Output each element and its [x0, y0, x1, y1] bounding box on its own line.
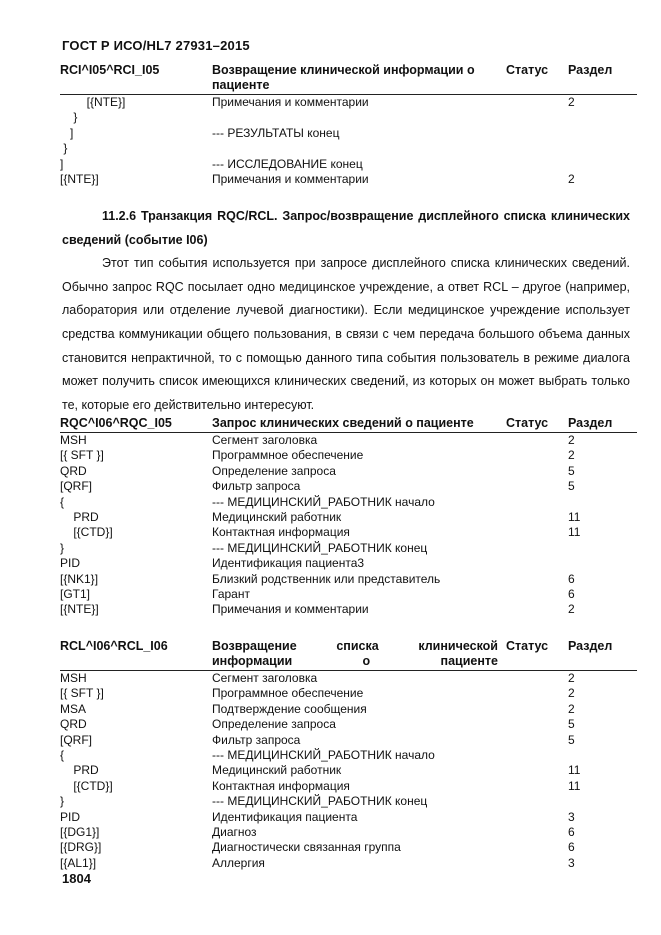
message-cell: PID [60, 809, 81, 824]
description-cell [212, 110, 506, 125]
message-cell: PID [60, 556, 81, 571]
table-row [60, 157, 637, 172]
status-cell [506, 495, 568, 510]
table-row [60, 602, 637, 617]
description-cell: --- РЕЗУЛЬТАТЫ конец [212, 125, 340, 140]
message-cell: } [60, 110, 78, 125]
message-cell: [QRF] [60, 732, 92, 747]
section-cell: 3 [568, 809, 575, 824]
description-cell: --- МЕДИЦИНСКИЙ_РАБОТНИК начало [212, 748, 435, 763]
section-cell: 3 [568, 855, 575, 870]
description-cell: Сегмент заголовка [212, 433, 318, 447]
status-cell [506, 525, 568, 540]
table-row [60, 172, 637, 187]
description-cell [212, 141, 506, 156]
status-cell [506, 825, 568, 840]
section-cell: 6 [568, 571, 575, 586]
section-cell: 11 [568, 778, 581, 793]
section-cell: 6 [568, 587, 575, 602]
table-row [60, 856, 637, 871]
message-cell: QRD [60, 717, 87, 732]
description-cell: Примечания и комментарии [212, 95, 369, 109]
description-cell: Идентификация пациента [212, 809, 358, 824]
description-cell: Сегмент заголовка [212, 671, 318, 685]
message-cell: [{NTE}] [60, 95, 126, 109]
status-cell [506, 541, 568, 556]
section-cell: 2 [568, 701, 575, 716]
message-cell: [{NTE}] [60, 172, 99, 187]
column-header-status: Статус [506, 63, 568, 95]
table-header-row [60, 63, 637, 95]
message-cell: } [60, 540, 65, 555]
table-row [60, 794, 637, 809]
table-row [60, 525, 637, 540]
section-cell: 6 [568, 840, 575, 855]
column-header-section: Раздел [568, 63, 637, 95]
table-row [60, 510, 637, 525]
description-cell: Аллергия [212, 855, 265, 870]
section-cell: 2 [568, 172, 575, 187]
status-cell [506, 810, 568, 825]
message-cell: MSH [60, 671, 87, 685]
status-cell [506, 556, 568, 571]
table-row [60, 810, 637, 825]
table-row [60, 141, 637, 156]
status-cell [506, 433, 568, 449]
table-row [60, 556, 637, 571]
table-row [60, 733, 637, 748]
table-row [60, 686, 637, 701]
section-cell [568, 495, 637, 510]
column-header-section: Раздел [568, 416, 637, 433]
status-cell [506, 141, 568, 156]
message-cell: { [60, 748, 65, 763]
section-cell: 2 [568, 448, 575, 463]
section-cell: 5 [568, 479, 575, 494]
message-cell: [{CTD}] [60, 778, 113, 793]
section-cell [568, 556, 637, 571]
section-cell: 11 [568, 763, 581, 778]
status-cell [506, 840, 568, 855]
status-cell [506, 702, 568, 717]
status-cell [506, 717, 568, 732]
table-row [60, 110, 637, 125]
message-cell: [{CTD}] [60, 525, 113, 540]
table-row [60, 448, 637, 463]
section-cell: 5 [568, 463, 575, 478]
description-cell: Медицинский работник [212, 510, 342, 525]
status-cell [506, 510, 568, 525]
message-cell: [{AL1}] [60, 855, 97, 870]
status-cell [506, 733, 568, 748]
status-cell [506, 748, 568, 763]
column-header-description: Запрос клинических сведений о пациенте [212, 416, 506, 433]
section-cell [568, 748, 637, 763]
description-cell: Определение запроса [212, 463, 336, 478]
section-cell [568, 157, 637, 172]
section-cell [568, 126, 637, 141]
description-cell: Программное обеспечение [212, 448, 364, 463]
section-cell [568, 110, 637, 125]
status-cell [506, 572, 568, 587]
table-row [60, 95, 637, 111]
description-cell: --- МЕДИЦИНСКИЙ_РАБОТНИК конец [212, 540, 428, 555]
status-cell [506, 587, 568, 602]
message-cell: MSA [60, 701, 87, 716]
table-row [60, 748, 637, 763]
message-cell: [{DRG}] [60, 840, 102, 855]
status-cell [506, 686, 568, 701]
column-header-status: Статус [506, 416, 568, 433]
message-cell: ] [60, 156, 64, 171]
section-cell: 2 [568, 671, 575, 685]
status-cell [506, 448, 568, 463]
section-cell: 11 [568, 510, 581, 525]
description-cell: Близкий родственник или представитель [212, 571, 441, 586]
description-cell: Идентификация пациента3 [212, 556, 365, 571]
table-row [60, 572, 637, 587]
column-header-section: Раздел [568, 639, 637, 671]
description-cell: Определение запроса [212, 717, 336, 732]
description-cell: Примечания и комментарии [212, 172, 369, 187]
status-cell [506, 856, 568, 871]
section-cell: 2 [568, 433, 575, 447]
table-row [60, 825, 637, 840]
section-cell [568, 141, 637, 156]
table-row [60, 495, 637, 510]
table-row [60, 717, 637, 732]
description-cell: Фильтр запроса [212, 479, 301, 494]
message-cell: { [60, 494, 65, 509]
message-cell: } [60, 794, 65, 809]
column-header-description: Возвращение списка клинической информации о пациенте [212, 639, 506, 671]
table-row [60, 433, 637, 449]
segment-table-rcl-i06 [60, 639, 637, 871]
description-cell: Подтверждение сообщения [212, 701, 367, 716]
status-cell [506, 464, 568, 479]
section-cell: 2 [568, 602, 575, 617]
description-cell: Диагноз [212, 825, 257, 840]
message-cell: PRD [60, 763, 99, 778]
table-header-row [60, 416, 637, 433]
description-cell: Контактная информация [212, 778, 350, 793]
status-cell [506, 602, 568, 617]
section-11-2-6 [62, 205, 630, 417]
description-cell: Контактная информация [212, 525, 350, 540]
table-row [60, 763, 637, 778]
description-cell: Фильтр запроса [212, 732, 301, 747]
status-cell [506, 479, 568, 494]
message-cell: [QRF] [60, 479, 92, 494]
section-cell [568, 541, 637, 556]
table-row [60, 541, 637, 556]
description-cell: Программное обеспечение [212, 686, 364, 701]
table-header-row [60, 639, 637, 671]
message-cell: PRD [60, 510, 99, 525]
table-row [60, 587, 637, 602]
status-cell [506, 110, 568, 125]
message-cell: [{NK1}] [60, 571, 99, 586]
table-row [60, 671, 637, 687]
column-header-description: Возвращение клинической информации о пациенте [212, 63, 506, 95]
table-row [60, 479, 637, 494]
section-cell [568, 794, 637, 809]
status-cell [506, 794, 568, 809]
message-cell: ] [60, 125, 74, 140]
table-row [60, 464, 637, 479]
section-cell: 6 [568, 825, 575, 840]
message-cell: [{DG1}] [60, 825, 100, 840]
section-cell: 2 [568, 686, 575, 701]
table-row [60, 126, 637, 141]
description-cell: --- ИССЛЕДОВАНИЕ конец [212, 156, 363, 171]
description-cell: --- МЕДИЦИНСКИЙ_РАБОТНИК начало [212, 494, 435, 509]
message-cell: [GT1] [60, 587, 91, 602]
section-cell: 5 [568, 732, 575, 747]
column-header-message: RCL^I06^RCL_I06 [60, 639, 212, 671]
table-row [60, 702, 637, 717]
segment-table-rci-i05 [60, 63, 637, 187]
description-cell: Гарант [212, 587, 250, 602]
status-cell [506, 671, 568, 687]
table-row [60, 779, 637, 794]
description-cell: Медицинский работник [212, 763, 342, 778]
section-cell: 2 [568, 95, 575, 109]
message-cell: [{ SFT }] [60, 686, 104, 701]
status-cell [506, 157, 568, 172]
page-number: 1804 [62, 871, 91, 886]
column-header-message: RQC^I06^RQC_I05 [60, 416, 212, 433]
column-header-status: Статус [506, 639, 568, 671]
message-cell: MSH [60, 433, 87, 447]
section-cell: 11 [568, 525, 581, 540]
description-cell: --- МЕДИЦИНСКИЙ_РАБОТНИК конец [212, 794, 428, 809]
section-body: Этот тип события используется при запросе дисплейного списка клинических сведений. Обычно запрос RQC посылает одно медицинское учреждение, а ответ RCL – другое (например, лаборатория или отделение лучевой диагностики). Если медицинское учреждение использует средства коммуникации общего пользования, в связи с чем передача большого объема данных становится непрактичной, то с помощью данного типа события пользователь в режиме диалога может получить список имеющихся клинических сведений, из которых он может выбрать только те, которые его действительно интересуют. [62, 256, 630, 412]
message-cell: [{ SFT }] [60, 448, 104, 463]
description-cell: Примечания и комментарии [212, 602, 369, 617]
column-header-message: RCI^I05^RCI_I05 [60, 63, 212, 95]
document-header: ГОСТ Р ИСО/HL7 27931–2015 [62, 38, 250, 53]
message-cell: } [60, 141, 68, 156]
status-cell [506, 172, 568, 187]
message-cell: QRD [60, 463, 87, 478]
message-cell: [{NTE}] [60, 602, 99, 617]
section-title: 11.2.6 Транзакция RQC/RCL. Запрос/возвращение дисплейного списка клинических сведений (событие I06) [62, 209, 630, 247]
section-cell: 5 [568, 717, 575, 732]
status-cell [506, 779, 568, 794]
status-cell [506, 126, 568, 141]
segment-table-rqc-i06 [60, 416, 637, 618]
status-cell [506, 763, 568, 778]
status-cell [506, 95, 568, 111]
table-row [60, 840, 637, 855]
description-cell: Диагностически связанная группа [212, 840, 401, 855]
